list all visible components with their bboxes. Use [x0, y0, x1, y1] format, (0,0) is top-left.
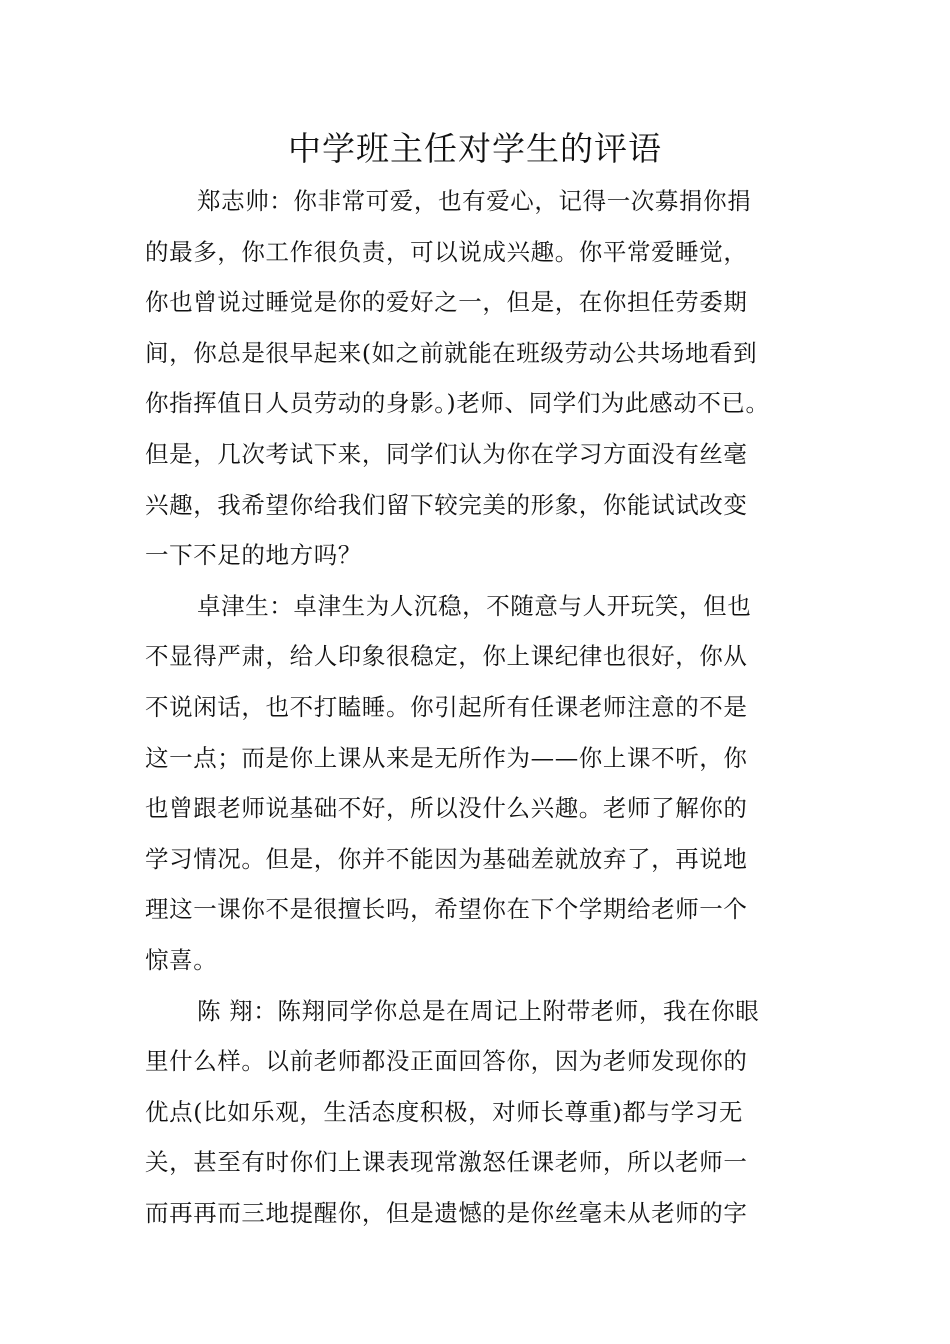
paragraph-line: 陈 翔：陈翔同学你总是在周记上附带老师，我在你眼 [197, 996, 760, 1025]
paragraph-line: 理这一课你不是很擅长吗，希望你在下个学期给老师一个 [145, 895, 748, 924]
paragraph-line: 不说闲话，也不打瞌睡。你引起所有任课老师注意的不是 [145, 692, 748, 721]
paragraph-line: 惊喜。 [145, 945, 218, 974]
paragraph-line: 间，你总是很早起来(如之前就能在班级劳动公共场地看到 [145, 338, 758, 367]
paragraph-line: 这一点；而是你上课从来是无所作为——你上课不听，你 [145, 743, 748, 772]
document-title: 中学班主任对学生的评语 [288, 129, 662, 168]
paragraph-line: 卓津生：卓津生为人沉稳，不随意与人开玩笑，但也 [197, 591, 752, 620]
paragraph-line: 你也曾说过睡觉是你的爱好之一，但是，在你担任劳委期 [145, 288, 748, 317]
paragraph-line: 学习情况。但是，你并不能因为基础差就放弃了，再说地 [145, 844, 748, 873]
paragraph-line: 也曾跟老师说基础不好，所以没什么兴趣。老师了解你的 [145, 794, 748, 823]
paragraph-line: 但是，几次考试下来，同学们认为你在学习方面没有丝毫 [145, 439, 748, 468]
paragraph-line: 一下不足的地方吗？ [145, 541, 362, 570]
paragraph-line: 关，甚至有时你们上课表现常激怒任课老师，所以老师一 [145, 1148, 748, 1177]
paragraph-line: 你指挥值日人员劳动的身影。)老师、同学们为此感动不已。 [145, 389, 770, 418]
document-body [145, 176, 825, 1238]
paragraph-line: 不显得严肃，给人印象很稳定，你上课纪律也很好，你从 [145, 642, 748, 671]
paragraph-line: 的最多，你工作很负责，可以说成兴趣。你平常爱睡觉， [145, 237, 748, 266]
paragraph-line: 优点(比如乐观，生活态度积极，对师长尊重)都与学习无 [145, 1097, 743, 1126]
paragraph-line: 郑志帅：你非常可爱，也有爱心，记得一次募捐你捐 [197, 187, 752, 215]
paragraph-line: 兴趣，我希望你给我们留下较完美的形象，你能试试改变 [145, 490, 748, 519]
paragraph-line: 里什么样。以前老师都没正面回答你，因为老师发现你的 [145, 1047, 748, 1076]
paragraph-line: 而再再而三地提醒你，但是遗憾的是你丝毫未从老师的字 [145, 1198, 748, 1227]
